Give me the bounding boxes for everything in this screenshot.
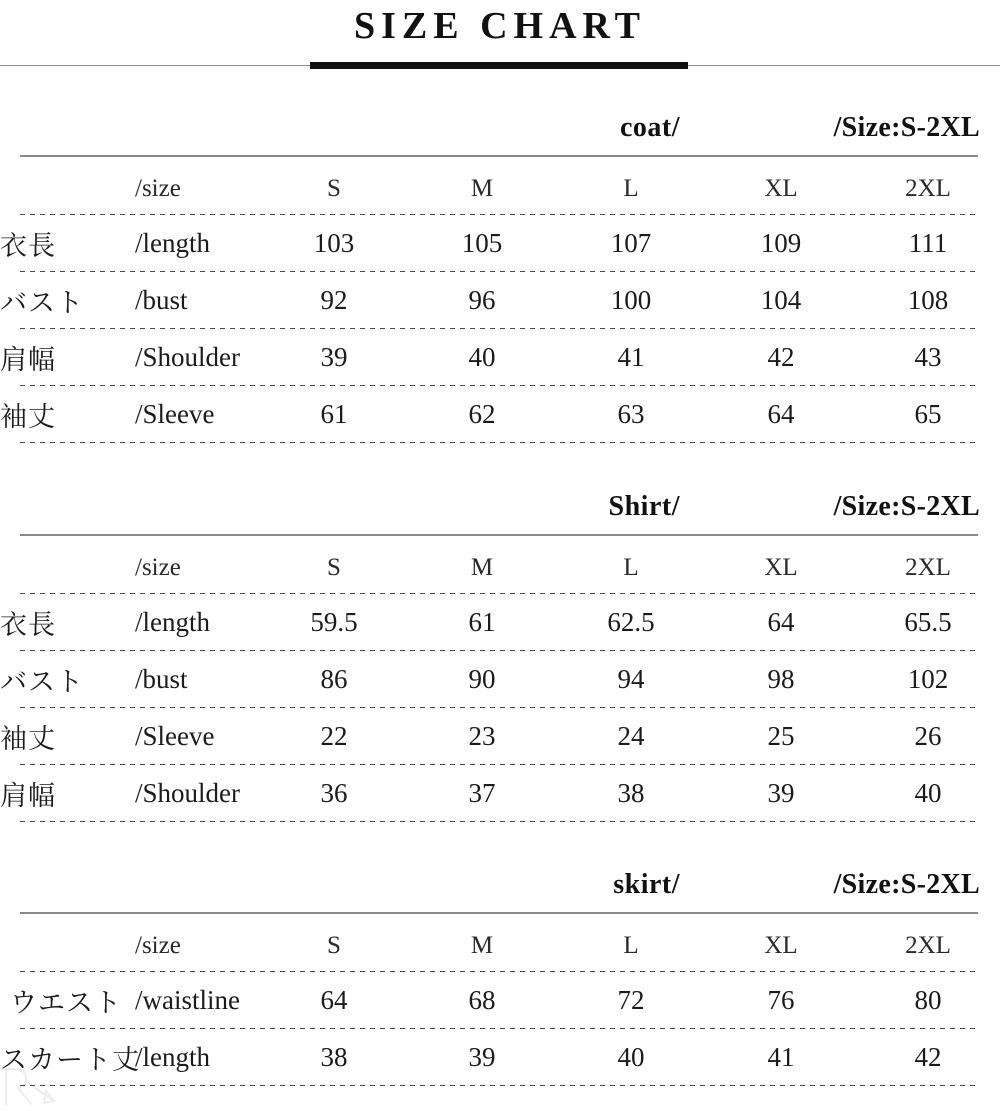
- section-coat-underline: [20, 155, 978, 157]
- section-skirt-header: [0, 867, 1000, 917]
- skirt-separator: [0, 971, 1000, 972]
- dashed-rule: [20, 1085, 980, 1086]
- table-row: [0, 651, 1000, 707]
- coat-row-3-l: 63: [617, 398, 645, 429]
- skirt-header-col-xl: XL: [764, 932, 798, 959]
- skirt-header-col-s: S: [327, 932, 341, 959]
- shirt-row-0-en: /length: [135, 606, 210, 637]
- skirt-row-0-en: /waistline: [135, 984, 240, 1015]
- shirt-header-col-2xl: 2XL: [905, 554, 951, 581]
- shirt-row-1-s: 86: [320, 663, 348, 694]
- coat-size-table: [0, 164, 1000, 443]
- coat-header-spacer: [0, 164, 135, 214]
- coat-header-size-label: /size: [135, 175, 181, 202]
- shirt-header-col-s: S: [327, 554, 341, 581]
- dashed-rule: [20, 593, 980, 594]
- table-row: [0, 386, 1000, 442]
- skirt-header-col-l: L: [623, 932, 639, 959]
- coat-row-1-xl: 104: [760, 284, 802, 315]
- coat-row-0-s: 103: [313, 227, 355, 258]
- shirt-separator: [0, 821, 1000, 822]
- shirt-row-1-en: /bust: [135, 663, 188, 694]
- shirt-row-0-s: 59.5: [310, 606, 358, 637]
- coat-row-3-xl: 64: [767, 398, 795, 429]
- dashed-rule: [20, 764, 980, 765]
- section-shirt-size-range: /Size:S-2XL: [833, 491, 980, 522]
- coat-row-2-jp: 肩幅: [0, 344, 56, 376]
- shirt-separator: [0, 593, 1000, 594]
- shirt-row-1-l: 94: [617, 663, 645, 694]
- coat-row-1-s: 92: [320, 284, 348, 315]
- coat-header-col-l: L: [623, 175, 639, 202]
- coat-row-3-s: 61: [320, 398, 348, 429]
- section-skirt: [0, 867, 1000, 1086]
- section-skirt-size-range: /Size:S-2XL: [833, 869, 980, 900]
- shirt-row-1-m: 90: [468, 663, 496, 694]
- coat-row-3-en: /Sleeve: [135, 398, 215, 429]
- skirt-row-0-s: 64: [320, 984, 348, 1015]
- skirt-separator: [0, 1085, 1000, 1086]
- coat-row-1-l: 100: [610, 284, 652, 315]
- dashed-rule: [20, 821, 980, 822]
- shirt-row-1-2xl: 102: [907, 663, 949, 694]
- shirt-row-2-jp: 袖丈: [0, 723, 56, 755]
- shirt-row-3-xl: 39: [767, 777, 795, 808]
- skirt-row-1-m: 39: [468, 1041, 496, 1072]
- shirt-row-2-2xl: 26: [914, 720, 942, 751]
- shirt-separator: [0, 650, 1000, 651]
- table-row: [0, 329, 1000, 385]
- shirt-header-spacer: [0, 543, 135, 593]
- coat-row-1-jp: バスト: [0, 287, 84, 319]
- coat-header-col-s: S: [327, 175, 341, 202]
- skirt-header-spacer: [0, 921, 135, 971]
- skirt-size-table: [0, 921, 1000, 1086]
- coat-row-2-l: 41: [617, 341, 645, 372]
- skirt-separator: [0, 1028, 1000, 1029]
- dashed-rule: [20, 1028, 980, 1029]
- shirt-header-col-xl: XL: [764, 554, 798, 581]
- coat-separator: [0, 385, 1000, 386]
- shirt-row-0-jp: 衣長: [0, 609, 56, 641]
- shirt-table-header-row: [0, 543, 1000, 593]
- coat-row-1-en: /bust: [135, 284, 188, 315]
- coat-row-1-2xl: 108: [907, 284, 949, 315]
- dashed-rule: [20, 971, 980, 972]
- coat-row-2-en: /Shoulder: [135, 341, 240, 372]
- coat-row-2-2xl: 43: [914, 341, 942, 372]
- section-shirt-header: [0, 489, 1000, 539]
- skirt-header-col-m: M: [470, 932, 494, 959]
- dashed-rule: [20, 650, 980, 651]
- skirt-row-0-2xl: 80: [914, 984, 942, 1015]
- shirt-separator: [0, 764, 1000, 765]
- skirt-row-0-l: 72: [617, 984, 645, 1015]
- skirt-header-size-label: /size: [135, 932, 181, 959]
- coat-row-3-jp: 袖丈: [0, 401, 56, 433]
- coat-separator: [0, 328, 1000, 329]
- section-coat-category: coat/: [619, 112, 680, 143]
- dashed-rule: [20, 214, 980, 215]
- skirt-row-0-jp: ウエスト: [10, 987, 122, 1019]
- skirt-row-1-s: 38: [320, 1041, 348, 1072]
- shirt-size-table: [0, 543, 1000, 822]
- coat-row-2-xl: 42: [767, 341, 795, 372]
- section-coat-header: [0, 110, 1000, 160]
- coat-header-col-xl: XL: [764, 175, 798, 202]
- section-shirt: [0, 489, 1000, 822]
- dashed-rule: [20, 328, 980, 329]
- page-title-area: [0, 0, 1000, 52]
- dashed-rule: [20, 385, 980, 386]
- dashed-rule: [20, 707, 980, 708]
- shirt-row-2-xl: 25: [767, 720, 795, 751]
- table-row: [0, 1029, 1000, 1085]
- section-skirt-underline: [20, 912, 978, 914]
- table-row: [0, 594, 1000, 650]
- title-divider: [0, 62, 1000, 70]
- skirt-header-col-2xl: 2XL: [905, 932, 951, 959]
- shirt-row-2-m: 23: [468, 720, 496, 751]
- coat-separator: [0, 271, 1000, 272]
- section-shirt-category: Shirt/: [608, 491, 680, 522]
- skirt-row-1-jp: スカート丈: [0, 1044, 140, 1076]
- section-coat: [0, 110, 1000, 443]
- shirt-row-3-jp: 肩幅: [0, 780, 56, 812]
- coat-row-0-en: /length: [135, 227, 210, 258]
- shirt-row-1-xl: 98: [767, 663, 795, 694]
- skirt-row-1-2xl: 42: [914, 1041, 942, 1072]
- table-row: [0, 272, 1000, 328]
- title-divider-accent-bar: [310, 62, 688, 69]
- table-row: [0, 765, 1000, 821]
- shirt-row-2-en: /Sleeve: [135, 720, 215, 751]
- coat-row-0-m: 105: [461, 227, 503, 258]
- coat-row-0-2xl: 111: [908, 227, 948, 258]
- table-row: [0, 215, 1000, 271]
- shirt-row-0-l: 62.5: [607, 606, 655, 637]
- shirt-row-0-m: 61: [468, 606, 496, 637]
- shirt-row-2-l: 24: [617, 720, 645, 751]
- section-skirt-category: skirt/: [613, 869, 680, 900]
- table-row: [0, 708, 1000, 764]
- coat-table-header-row: [0, 164, 1000, 214]
- shirt-row-2-s: 22: [320, 720, 348, 751]
- coat-header-col-m: M: [470, 175, 494, 202]
- skirt-table-header-row: [0, 921, 1000, 971]
- shirt-header-col-m: M: [470, 554, 494, 581]
- shirt-row-0-xl: 64: [767, 606, 795, 637]
- shirt-row-0-2xl: 65.5: [904, 606, 952, 637]
- coat-separator: [0, 442, 1000, 443]
- page-title: SIZE CHART: [353, 5, 646, 47]
- coat-row-3-m: 62: [468, 398, 496, 429]
- coat-row-2-s: 39: [320, 341, 348, 372]
- shirt-separator: [0, 707, 1000, 708]
- section-coat-size-range: /Size:S-2XL: [833, 112, 980, 143]
- dashed-rule: [20, 442, 980, 443]
- skirt-row-0-xl: 76: [767, 984, 795, 1015]
- coat-row-3-2xl: 65: [914, 398, 942, 429]
- shirt-row-3-en: /Shoulder: [135, 777, 240, 808]
- coat-row-1-m: 96: [468, 284, 496, 315]
- coat-row-0-jp: 衣長: [0, 230, 56, 262]
- table-row: [0, 972, 1000, 1028]
- shirt-row-3-s: 36: [320, 777, 348, 808]
- dashed-rule: [20, 271, 980, 272]
- skirt-row-1-xl: 41: [767, 1041, 795, 1072]
- coat-separator: [0, 214, 1000, 215]
- shirt-row-1-jp: バスト: [0, 666, 84, 698]
- coat-row-0-xl: 109: [760, 227, 802, 258]
- coat-header-col-2xl: 2XL: [905, 175, 951, 202]
- shirt-header-col-l: L: [623, 554, 639, 581]
- coat-row-0-l: 107: [610, 227, 652, 258]
- coat-row-2-m: 40: [468, 341, 496, 372]
- shirt-row-3-2xl: 40: [914, 777, 942, 808]
- shirt-header-size-label: /size: [135, 554, 181, 581]
- skirt-row-0-m: 68: [468, 984, 496, 1015]
- section-shirt-underline: [20, 534, 978, 536]
- shirt-row-3-l: 38: [617, 777, 645, 808]
- skirt-row-1-en: /length: [135, 1041, 210, 1072]
- skirt-row-1-l: 40: [617, 1041, 645, 1072]
- shirt-row-3-m: 37: [468, 777, 496, 808]
